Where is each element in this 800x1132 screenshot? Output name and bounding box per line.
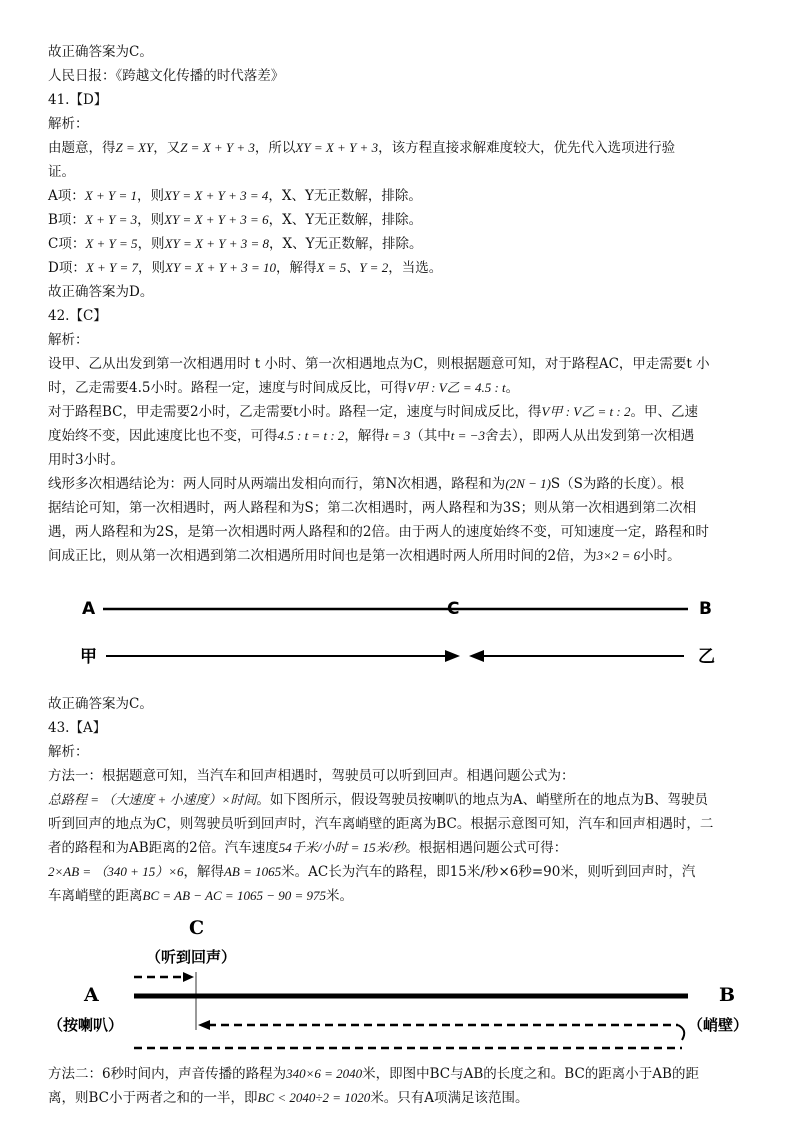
equation: Z = XY (115, 140, 154, 155)
q43-method-1-end (48, 884, 760, 908)
q43-method-1-cont: 听到回声的地点为C，则驾驶员听到回声时，汽车离峭壁的距离为BC。根据示意图可知，汽车和回声相遇时，二 (48, 816, 714, 832)
equation: XY = X + Y + 3 = 10 (165, 260, 276, 275)
point-b-label: B (719, 984, 736, 1006)
q42-analysis-label: 解析： (48, 332, 89, 348)
q41-option-a (48, 184, 760, 208)
text: 米。只有A项满足该范围。 (370, 1090, 529, 1106)
equation: X + Y = 3 (84, 212, 138, 227)
text: 米。 (326, 888, 353, 904)
meeting-diagram (48, 586, 760, 678)
point-a-note: （按喇叭） (48, 1016, 124, 1034)
q43-method-2 (48, 1062, 760, 1086)
equation: V甲 : V乙 = 4.5 : t (406, 380, 506, 395)
text: 离，则BC小于两者之和的一半，即 (48, 1090, 258, 1106)
q43-method-1-cont (48, 860, 760, 884)
source-citation: 人民日报：《跨越文化传播的时代落差》 (48, 68, 285, 84)
text: ，解得 (344, 428, 385, 444)
equation: V甲 : V乙 = t : 2 (541, 404, 631, 419)
equation: X + Y = 5 (85, 236, 138, 251)
text: 。根据相遇问题公式可得： (405, 840, 568, 856)
text: 。甲、乙速 (630, 404, 698, 420)
text: 车离峭壁的距离 (48, 888, 143, 904)
equation: AB = 1065 (223, 864, 282, 879)
text: ，X、Y无正数解，排除。 (268, 212, 423, 228)
text: ，该方程直接求解难度较大，优先代入选项进行验 (378, 140, 676, 156)
equation: Z = X + Y + 3 (180, 140, 255, 155)
point-b-note: （峭壁） (688, 1016, 749, 1034)
equation: BC < 2040÷2 = 1020 (257, 1090, 371, 1105)
q42-paragraph-3-end (48, 544, 760, 568)
person-yi-label: 乙 (698, 647, 715, 667)
q42-paragraph-2 (48, 400, 760, 424)
text: 米。AC长为汽车的路程，即15米/秒×6秒=90米，则听到回声时，汽 (281, 864, 696, 880)
text: 米，即图中BC与AB的长度之和。BC的距离小于AB的距 (362, 1066, 699, 1082)
text: ，当选。 (388, 260, 443, 276)
text: ，解得 (275, 260, 317, 276)
text: 间成正比，则从第一次相遇到第二次相遇所用时间也是第一次相遇时两人所用时间的2倍，为 (48, 548, 597, 564)
equation: t = 3 (384, 428, 411, 443)
text: ，则 (137, 212, 165, 228)
echo-diagram (48, 912, 760, 1062)
q41-option-c (48, 232, 760, 256)
q42-paragraph-3 (48, 472, 760, 496)
equation: 340×6 = 2040 (286, 1066, 363, 1081)
point-b-label: B (699, 599, 712, 619)
point-c-label: C (189, 917, 205, 939)
text: ，则 (137, 236, 165, 252)
q42-paragraph-1: 设甲、乙从出发到第一次相遇用时 t 小时、第一次相遇地点为C，则根据题意可知，对于路程AC，甲走需要t 小 (48, 356, 710, 372)
text: ，X、Y无正数解，排除。 (269, 236, 423, 252)
point-c-label: C (447, 599, 460, 619)
text: 时，乙走需要4.5小时。路程一定，速度与时间成反比，可得 (48, 380, 407, 396)
text: 小时。 (640, 548, 681, 564)
q43-method-2-cont (48, 1086, 760, 1110)
equation: BC = AB − AC = 1065 − 90 = 975 (142, 888, 326, 903)
text: ，解得 (183, 864, 224, 880)
echo-arrowhead-icon (198, 1020, 210, 1030)
q43-method-1-cont (48, 836, 760, 860)
document-page (48, 40, 760, 1110)
text: 线形多次相遇结论为：两人同时从两端出发相向而行，第N次相遇，路程和为 (48, 476, 506, 492)
q42-paragraph-3-cont: 遇，两人路程和为2S，是第一次相遇时两人路程和的2倍。由于两人的速度始终不变，可知速度一定，路程和时 (48, 524, 709, 540)
q42-header: 42.【C】 (48, 308, 107, 324)
q42-paragraph-2-end: 用时3小时。 (48, 452, 125, 468)
person-jia-label: 甲 (80, 647, 97, 667)
q41-option-b (48, 208, 760, 232)
equation: XY = X + Y + 3 = 4 (163, 188, 269, 203)
meeting-diagram-svg (48, 586, 760, 678)
text: 。如下图所示，假设驾驶员按喇叭的地点为A、峭壁所在的地点为B、驾驶员 (256, 792, 708, 808)
q41-paragraph-1-cont: 证。 (48, 164, 75, 180)
q43-method-1-cont (48, 788, 760, 812)
text: ，又 (153, 140, 181, 156)
text: 者的路程和为AB距离的2倍。汽车速度 (48, 840, 279, 856)
yi-arrowhead-icon (469, 650, 484, 662)
echo-diagram-svg (48, 912, 760, 1062)
car-arrowhead-icon (183, 972, 194, 982)
q42-paragraph-2-cont (48, 424, 760, 448)
q43-analysis-label: 解析： (48, 744, 89, 760)
text: ，X、Y无正数解，排除。 (268, 188, 422, 204)
equation: XY = X + Y + 3 = 6 (164, 212, 269, 227)
equation: X + Y = 1 (84, 188, 137, 203)
text: ，所以 (254, 140, 296, 156)
q41-paragraph-1 (48, 136, 760, 160)
q41-header: 41.【D】 (48, 92, 108, 108)
equation: X + Y = 7 (85, 260, 139, 275)
option-label: D项： (48, 260, 86, 276)
q41-option-d (48, 256, 760, 280)
equation: t = −3 (450, 428, 485, 443)
equation: 4.5 : t = t : 2 (277, 428, 345, 443)
equation: 54千米/小时 = 15米/秒 (278, 840, 406, 855)
point-c-note: （听到回声） (146, 948, 237, 966)
option-label: B项： (48, 212, 85, 228)
q42-paragraph-1-cont (48, 376, 760, 400)
option-label: C项： (48, 236, 86, 252)
text: 。 (505, 380, 520, 396)
text: 方法二：6秒时间内，声音传播的路程为 (48, 1066, 287, 1082)
equation: 2×AB = （340 + 15）×6 (48, 864, 184, 879)
text: ，则 (138, 260, 166, 276)
q42-paragraph-3-cont: 据结论可知，第一次相遇时，两人路程和为S；第二次相遇时，两人路程和为3S；则从第一次相遇到第二次相 (48, 500, 697, 516)
q43-header: 43.【A】 (48, 720, 107, 736)
text: 由题意，得 (48, 140, 116, 156)
option-label: A项： (48, 188, 85, 204)
equation: X = 5、Y = 2 (316, 260, 389, 275)
text: ，则 (136, 188, 164, 204)
text: （其中 (410, 428, 451, 444)
equation: 3×2 = 6 (596, 548, 641, 563)
point-a-label: A (82, 599, 96, 619)
text: 对于路程BC，甲走需要2小时，乙走需要t小时。路程一定，速度与时间成反比，得 (48, 404, 542, 420)
q42-answer: 故正确答案为C。 (48, 696, 153, 712)
text: S（S为路的长度）。根 (550, 476, 685, 492)
jia-arrowhead-icon (445, 650, 460, 662)
equation: XY = X + Y + 3 = 8 (164, 236, 269, 251)
text: 舍去），即两人从出发到第一次相遇 (484, 428, 695, 444)
q43-method-1: 方法一：根据题意可知，当汽车和回声相遇时，驾驶员可以听到回声。相遇问题公式为： (48, 768, 575, 784)
equation: XY = X + Y + 3 (295, 140, 379, 155)
q41-answer: 故正确答案为D。 (48, 284, 154, 300)
answer-line: 故正确答案为C。 (48, 44, 153, 60)
text: 度始终不变，因此速度比也不变，可得 (48, 428, 278, 444)
echo-bounce-curve (678, 1025, 684, 1040)
q41-analysis-label: 解析： (48, 116, 89, 132)
formula: 总路程 = （大速度 + 小速度）×时间 (48, 792, 257, 807)
point-a-label: A (84, 984, 99, 1006)
equation: (2N − 1) (505, 476, 551, 491)
